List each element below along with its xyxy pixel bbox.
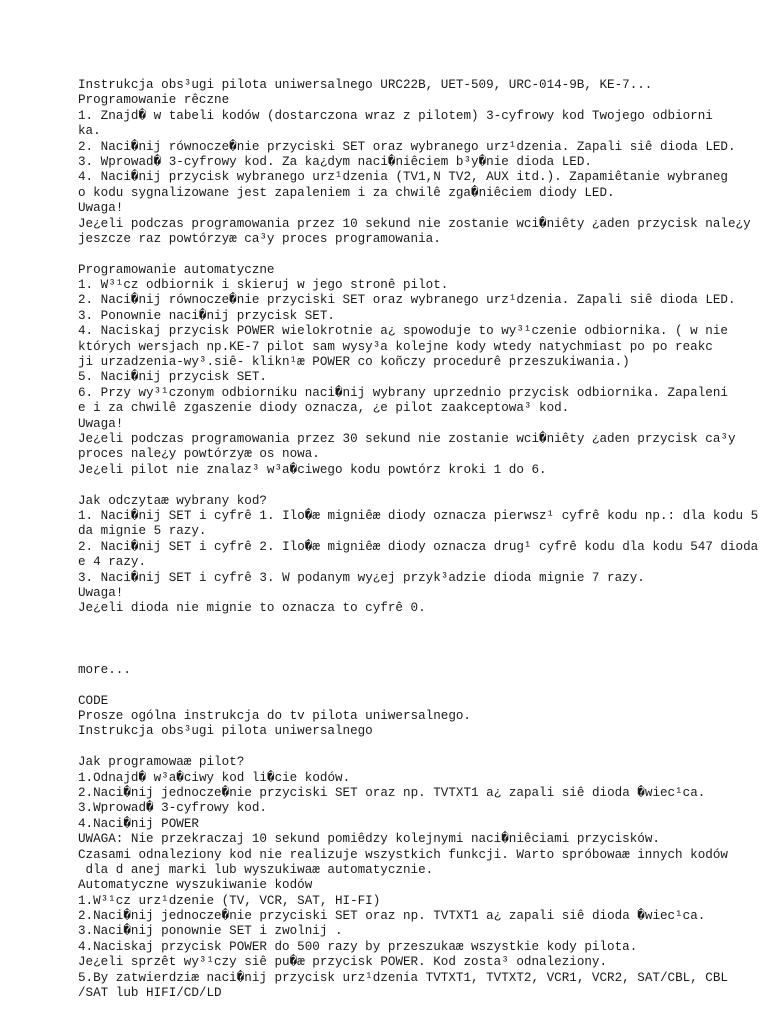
text-line: ji urzadzenia-wy³.siê- klikn¹æ POWER co koñczy procedurê przeszukiwania.)	[78, 355, 630, 370]
text-line: 4. Naci�nij przycisk wybranego urz¹dzenia (TV1,N TV2, AUX itd.). Zapamiêtanie wybraneg	[78, 170, 728, 185]
text-line: Automatyczne wyszukiwanie kodów	[78, 878, 313, 893]
text-line: 1. Znajd� w tabeli kodów (dostarczona wraz z pilotem) 3-cyfrowy kod Twojego odbiorni	[78, 108, 713, 123]
text-line: 5.By zatwierdziæ naci�nij przycisk urz¹dzenia TVTXT1, TVTXT2, VCR1, VCR2, SAT/CBL, CBL	[78, 970, 728, 985]
text-line: 3. Naci�nij SET i cyfrê 3. W podanym wy¿ej przyk³adzie dioda mignie 7 razy.	[78, 570, 645, 585]
text-line: Je¿eli sprzêt wy³¹czy siê pu�æ przycisk POWER. Kod zosta³ odnaleziony.	[78, 955, 608, 970]
text-line: 2.Naci�nij jednocze�nie przyciski SET oraz np. TVTXT1 a¿ zapali siê dioda �wiec¹ca.	[78, 785, 706, 800]
text-line: proces nale¿y powtórzyæ os nowa.	[78, 447, 320, 462]
text-line: Programowanie rêczne	[78, 93, 230, 108]
text-line: Programowanie automatyczne	[78, 262, 275, 277]
text-line: Instrukcja obs³ugi pilota uniwersalnego	[78, 724, 373, 739]
text-line: CODE	[78, 693, 109, 708]
text-line: Czasami odnaleziony kod nie realizuje wszystkich funkcji. Warto spróbowaæ innych kodów	[78, 847, 728, 862]
text-line: 3. Ponownie naci�nij przycisk SET.	[78, 308, 335, 323]
text-line: 6. Przy wy³¹czonym odbiorniku naci�nij wybrany uprzednio przycisk odbiornika. Zapaleni	[78, 385, 728, 400]
text-line: 4.Naci�nij POWER	[78, 816, 199, 831]
text-line: 3.Wprowad� 3-cyfrowy kod.	[78, 801, 267, 816]
text-line: 1. Naci�nij SET i cyfrê 1. Ilo�æ migniêæ diody oznacza pierwsz¹ cyfrê kodu np.: dla kodu 5	[78, 508, 759, 523]
text-line	[78, 740, 768, 755]
text-line: e i za chwilê zgaszenie diody oznacza, ¿e pilot zaakceptowa³ kod.	[78, 401, 570, 416]
text-line: Uwaga!	[78, 201, 124, 216]
text-line: 1.Odnajd� w³a�ciwy kod li�cie kodów.	[78, 770, 351, 785]
text-line: Uwaga!	[78, 416, 124, 431]
text-line: 4. Naciskaj przycisk POWER wielokrotnie a¿ spowoduje to wy³¹czenie odbiornika. ( w nie	[78, 324, 728, 339]
text-line	[78, 617, 768, 632]
text-line: /SAT lub HIFI/CD/LD	[78, 986, 222, 1001]
text-line: 1. W³¹cz odbiornik i skieruj w jego stronê pilot.	[78, 278, 449, 293]
text-line: 2. Naci�nij równocze�nie przyciski SET oraz wybranego urz¹dzenia. Zapali siê dioda LED.	[78, 139, 736, 154]
text-line	[78, 247, 768, 262]
text-line: Je¿eli pilot nie znalaz³ w³a�ciwego kodu powtórz kroki 1 do 6.	[78, 462, 547, 477]
text-line: 3. Wprowad� 3-cyfrowy kod. Za ka¿dym naci�niêciem b³y�nie dioda LED.	[78, 154, 592, 169]
text-line: Prosze ogólna instrukcja do tv pilota uniwersalnego.	[78, 709, 471, 724]
text-line: Je¿eli dioda nie mignie to oznacza to cyfrê 0.	[78, 601, 426, 616]
text-line: 2. Naci�nij równocze�nie przyciski SET oraz wybranego urz¹dzenia. Zapali siê dioda LED.	[78, 293, 736, 308]
text-line: e 4 razy.	[78, 555, 147, 570]
text-line: Jak odczytaæ wybrany kod?	[78, 493, 267, 508]
text-line	[78, 478, 768, 493]
text-line: UWAGA: Nie przekraczaj 10 sekund pomiêdzy kolejnymi naci�niêciami przycisków.	[78, 832, 660, 847]
text-line: 4.Naciskaj przycisk POWER do 500 razy by przeszukaæ wszystkie kody pilota.	[78, 939, 638, 954]
text-line: Uwaga!	[78, 585, 124, 600]
text-line: Je¿eli podczas programowania przez 10 sekund nie zostanie wci�niêty ¿aden przycisk nale¿y	[78, 216, 751, 231]
text-line: ka.	[78, 124, 101, 139]
text-line: o kodu sygnalizowane jest zapaleniem i za chwilê zga�niêciem diody LED.	[78, 185, 615, 200]
text-line: 1.W³¹cz urz¹dzenie (TV, VCR, SAT, HI-FI)	[78, 893, 381, 908]
text-line: jeszcze raz powtórzyæ ca³y proces programowania.	[78, 231, 441, 246]
text-line: da mignie 5 razy.	[78, 524, 207, 539]
text-line: 2. Naci�nij SET i cyfrê 2. Ilo�æ migniêæ diody oznacza drug¹ cyfrê kodu dla kodu 547 dioda	[78, 539, 759, 554]
document-text	[78, 78, 768, 1001]
text-line	[78, 678, 768, 693]
text-line: dla d anej marki lub wyszukiwaæ automatycznie.	[78, 862, 434, 877]
text-line: Je¿eli podczas programowania przez 30 sekund nie zostanie wci�niêty ¿aden przycisk ca³y	[78, 431, 736, 446]
text-line	[78, 647, 768, 662]
text-line: 3.Naci�nij ponownie SET i zwolnij .	[78, 924, 343, 939]
text-line[interactable]: more...	[78, 662, 131, 677]
text-line: Instrukcja obs³ugi pilota uniwersalnego URC22B, UET-509, URC-014-9B, KE-7...	[78, 78, 653, 92]
text-line	[78, 632, 768, 647]
text-line: Jak programowaæ pilot?	[78, 755, 245, 770]
text-line: 2.Naci�nij jednocze�nie przyciski SET oraz np. TVTXT1 a¿ zapali siê dioda �wiec¹ca.	[78, 909, 706, 924]
text-line: 5. Naci�nij przycisk SET.	[78, 370, 267, 385]
text-line: których wersjach np.KE-7 pilot sam wysy³a kolejne kody wtedy natychmiast po po reakc	[78, 339, 713, 354]
